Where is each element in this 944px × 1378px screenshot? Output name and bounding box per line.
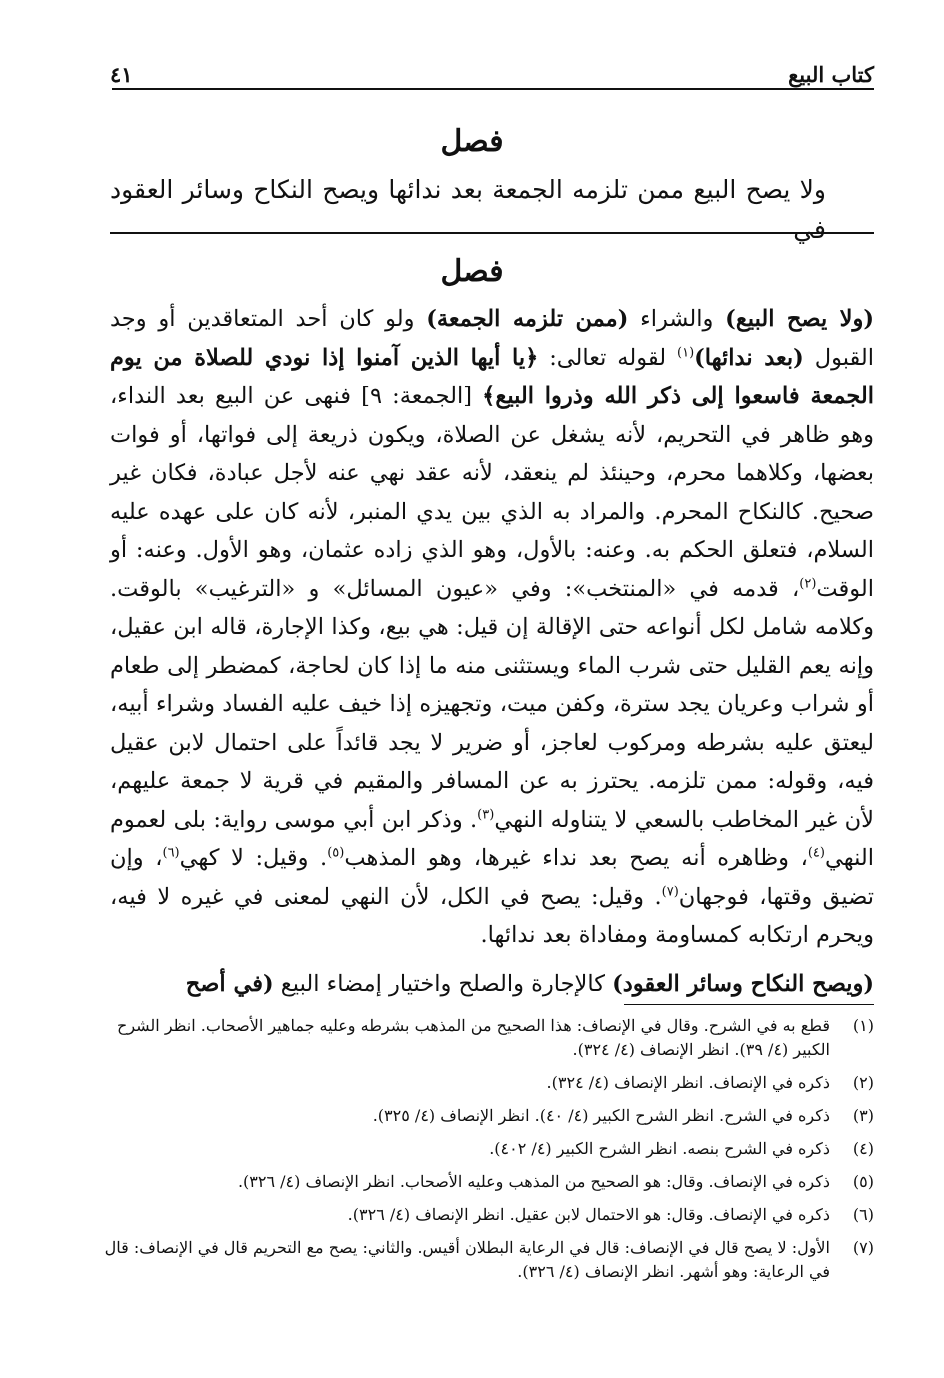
- footnote-4: [104, 1137, 874, 1161]
- matn-separator-rule: [110, 232, 874, 234]
- footnote-5: [104, 1170, 874, 1194]
- footnote-7: [104, 1236, 874, 1284]
- footnote-text: ذكره في الإنصاف. وقال: هو الاحتمال لابن عقيل. انظر الإنصاف (٤/ ٣٢٦).: [347, 1205, 830, 1224]
- sharh-paragraph-2: (ويصح النكاح وسائر العقود) كالإجارة والصلح واختيار إمضاء البيع (في أصح: [185, 970, 874, 997]
- header-rule: [112, 88, 874, 90]
- running-title: كتاب البيع: [788, 62, 874, 87]
- footnote-number: (٦): [852, 1205, 874, 1224]
- matn-text: ولا يصح البيع ممن تلزمه الجمعة بعد ندائها ويصح النكاح وسائر العقود في: [110, 175, 826, 244]
- footnote-number: (٢): [852, 1073, 874, 1092]
- footnote-number: (٥): [852, 1172, 874, 1191]
- sharh-heading: فصل: [440, 254, 504, 289]
- footnote-number: (٣): [852, 1106, 874, 1125]
- footnote-text: ذكره في الشرح. انظر الشرح الكبير (٤/ ٤٠). انظر الإنصاف (٤/ ٣٢٥).: [372, 1106, 830, 1125]
- footnote-text: ذكره في الشرح بنصه. انظر الشرح الكبير (٤/ ٤٠٢).: [489, 1139, 830, 1158]
- footnote-number: (٤): [852, 1139, 874, 1158]
- footnote-number: (١): [852, 1016, 874, 1035]
- footnote-3: [104, 1104, 874, 1128]
- footnotes: [104, 1014, 874, 1293]
- footnote-text: ذكره في الإنصاف. انظر الإنصاف (٤/ ٣٢٤).: [546, 1073, 830, 1092]
- sharh-paragraph-1: (ولا يصح البيع) والشراء (ممن تلزمه الجمعة) ولو كان أحد المتعاقدين أو وجد القبول (بعد ندائها)$^{(١)}$ لقوله تعالى: ﴿يا أيها الذين آمنوا إذا نودي للصلاة من يوم الجمعة فاسعوا إلى ذكر الله وذروا البيع﴾ [الجمعة: ٩] فنهى عن البيع بعد النداء، وهو ظاهر في التحريم، لأنه يشغل عن الصلاة، ويكون ذريعة إلى فواتها، أو فوات بعضها، وكلاهما محرم، وحينئذ لم ينعقد، لأنه عقد نهي عنه لأجل عبادة، فكان غير صحيح. كالنكاح المحرم. والمراد به الذي بين يدي المنبر، لأنه كان على عهده عليه السلام، فتعلق الحكم به. وعنه: بالأول، وهو الذي زاده عثمان، وهو الأول. وعنه: أو الوقت$^{(٢)}$، قدمه في «المنتخب»: وفي «عيون المسائل» و «الترغيب» بالوقت. وكلامه شامل لكل أنواعه حتى الإقالة إن قيل: هي بيع، وكذا الإجارة، قاله ابن عقيل، وإنه يعم القليل حتى شرب الماء ويستثنى منه ما إذا كان لحاجة، كمضطر إلى طعام أو شراب وعريان يجد سترة، وكفن ميت، وتجهيزه إذا خيف عليه الفساد وشراء أبيه، ليعتق عليه بشرطه ومركوب لعاجز، أو ضرير لا يجد قائداً على احتمال لابن عقيل فيه، وقوله: ممن تلزمه. يحترز به عن المسافر والمقيم في قرية لا جمعة عليهم، لأن غير المخاطب بالسعي لا يتناوله النهي$^{(٣)}$. وذكر ابن أبي موسى رواية: بلى لعموم النهي$^{(٤)}$، وظاهره أنه يصح بعد نداء غيرها، وهو المذهب$^{(٥)}$. وقيل: لا كهي$^{(٦)}$، وإن تضيق وقتها، فوجهان$^{(٧)}$. وقيل: يصح في الكل، لأن النهي لمعنى في غيره لا فيه، ويحرم ارتكابه كمساومة ومفاداة بعد ندائها.: [110, 306, 874, 948]
- page-number: ٤١: [110, 62, 133, 87]
- footnote-rule: [624, 1004, 874, 1005]
- footnote-6: [104, 1203, 874, 1227]
- matn-heading: فصل: [440, 124, 504, 159]
- footnote-2: [104, 1071, 874, 1095]
- footnote-text: ذكره في الإنصاف. وقال: هو الصحيح من المذهب وعليه الأصحاب. انظر الإنصاف (٤/ ٣٢٦).: [237, 1172, 830, 1191]
- sharh-body: [110, 300, 874, 1003]
- footnote-text: الأول: لا يصح قال في الإنصاف: قال في الرعاية البطلان أقيس. والثاني: يصح مع التحريم قال في الإنصاف: قال في الرعاية: وهو أشهر. انظر الإنصاف (٤/ ٣٢٦).: [104, 1238, 830, 1281]
- footnote-1: [104, 1014, 874, 1062]
- footnote-number: (٧): [852, 1238, 874, 1257]
- footnote-text: قطع به في الشرح. وقال في الإنصاف: هذا الصحيح من المذهب بشرطه وعليه جماهير الأصحاب. انظر الشرح الكبير (٤/ ٣٩). انظر الإنصاف (٤/ ٣٢٤).: [116, 1016, 830, 1059]
